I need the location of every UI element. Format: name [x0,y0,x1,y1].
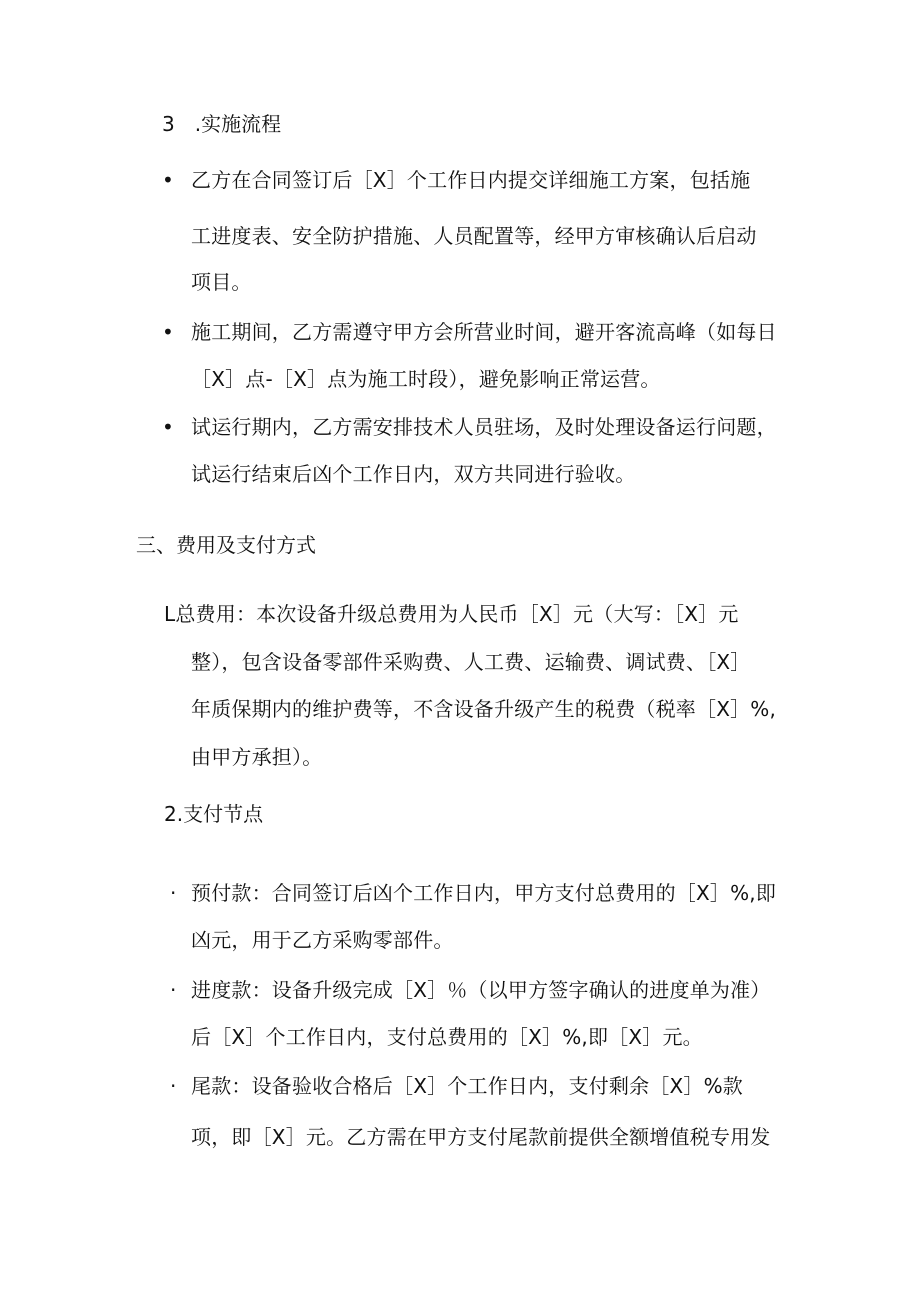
total-fee-line-2: 整），包含设备零部件采购费、人工费、运输费、调试费、［X］ [191,650,751,674]
item-1-line-3: 项目。 [191,270,252,294]
item-1-line-2: 工进度表、安全防护措施、人员配置等，经甲方审核确认后启动 [191,224,757,248]
payment-3-line-2: 项，即［X］元。乙方需在甲方支付尾款前提供全额增值税专用发 [191,1125,771,1149]
section-3-title: 3 .实施流程 [162,112,282,136]
payment-3-line-1: 尾款：设备验收合格后［X］个工作日内，支付剩余［X］%款 [191,1074,744,1098]
payment-2-line-2: 后［X］个工作日内，支付总费用的［X］%,即［X］元。 [191,1025,703,1049]
total-fee-line-1: L总费用：本次设备升级总费用为人民币［X］元（大写：［X］元 [164,602,739,626]
payment-2-line-1: 进度款：设备升级完成［X］％（以甲方签字确认的进度单为准） [191,978,771,1002]
total-fee-line-4: 由甲方承担）。 [191,745,323,769]
bullet-icon: · [170,1074,177,1098]
payment-1-line-2: 凶元，用于乙方采购零部件。 [191,928,454,952]
payment-1-line-1: 预付款：合同签订后凶个工作日内，甲方支付总费用的［X］%,即 [191,881,777,905]
item-1-line-1: 乙方在合同签订后［X］个工作日内提交详细施工方案，包括施 [191,168,751,192]
bullet-icon: • [162,415,174,439]
item-2-line-1: 施工期间，乙方需遵守甲方会所营业时间，避开客流高峰（如每日 [191,320,777,344]
bullet-icon: · [170,978,177,1002]
item-3-line-2: 试运行结束后凶个工作日内，双方共同进行验收。 [191,462,636,486]
bullet-icon: • [162,168,174,192]
item-3-line-1: 试运行期内，乙方需安排技术人员驻场，及时处理设备运行问题， [191,415,777,439]
bullet-icon: · [170,881,177,905]
section-three-title: 三、费用及支付方式 [136,533,316,557]
bullet-icon: • [162,320,174,344]
payment-nodes-title: 2.支付节点 [164,802,264,826]
item-2-line-2: ［X］点-［X］点为施工时段），避免影响正常运营。 [191,367,661,391]
total-fee-line-3: 年质保期内的维护费等，不含设备升级产生的税费（税率［X］%, [191,697,777,721]
